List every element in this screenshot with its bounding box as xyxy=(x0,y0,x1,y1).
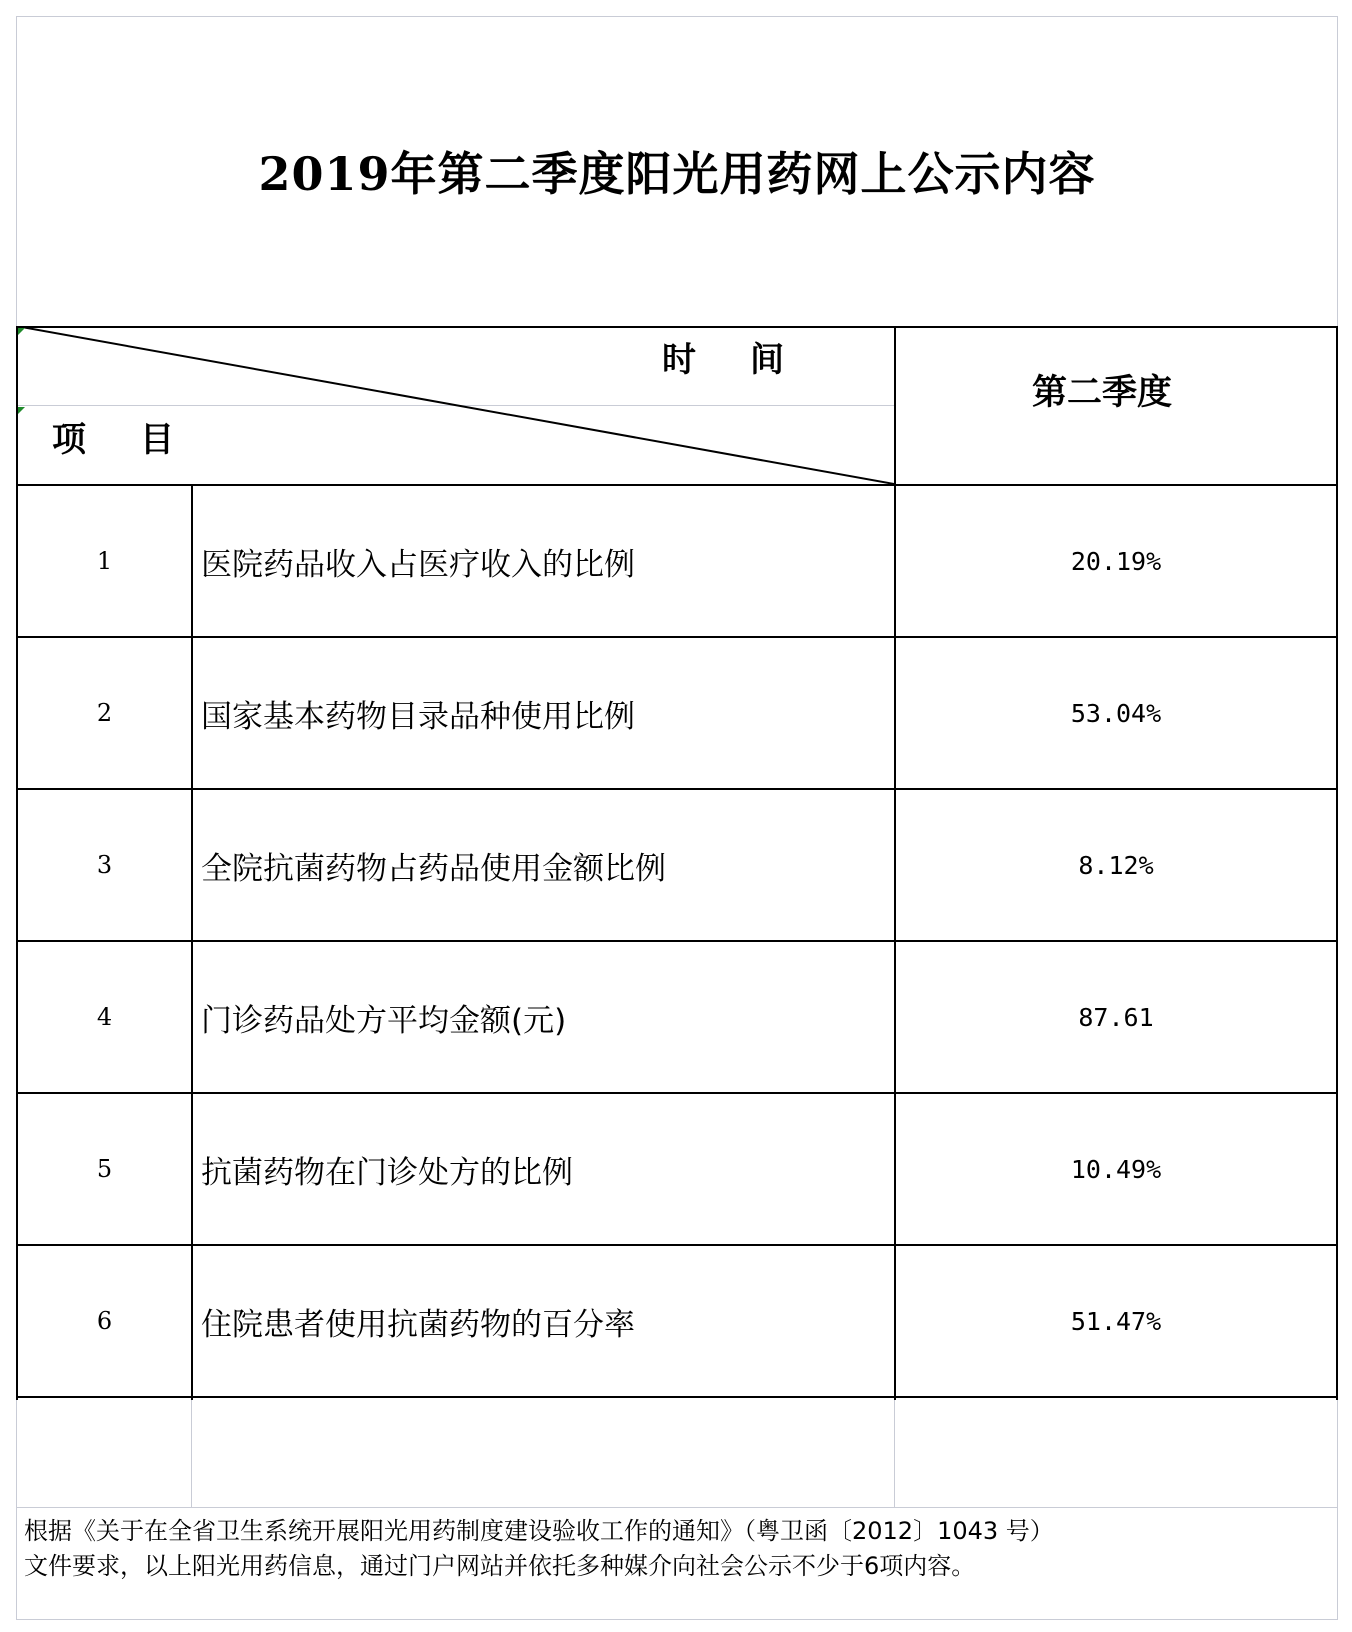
row-item-label: 抗菌药物在门诊处方的比例 xyxy=(201,1154,573,1191)
page-title: 2019年第二季度阳光用药网上公示内容 xyxy=(258,147,1096,201)
table-border-bottom xyxy=(16,1396,1338,1398)
grid-line-empty-bottom xyxy=(16,1507,1338,1508)
row-value: 10.49% xyxy=(1070,1154,1162,1184)
cell-marker-icon xyxy=(18,328,25,335)
row-number: 5 xyxy=(96,1155,113,1183)
grid-line-empty-col1 xyxy=(191,1400,192,1507)
header-quarter-label: 第二季度 xyxy=(1031,372,1172,413)
row-number: 6 xyxy=(96,1307,113,1335)
footnote-line-2: 文件要求，以上阳光用药信息，通过门户网站并依托多种媒介向社会公示不少于6项内容。 xyxy=(24,1552,976,1580)
row-value: 51.47% xyxy=(1070,1306,1162,1336)
row-number: 1 xyxy=(96,547,113,575)
row-value: 87.61 xyxy=(1078,1002,1154,1032)
header-time-label: 时间 xyxy=(662,340,838,380)
row-number: 4 xyxy=(96,1003,113,1031)
row-value: 8.12% xyxy=(1078,850,1154,880)
row-item-label: 国家基本药物目录品种使用比例 xyxy=(201,698,635,735)
cell-marker-icon xyxy=(18,407,25,414)
footnote xyxy=(24,1514,1330,1584)
table-border-right xyxy=(1336,326,1338,1400)
sheet-border-bottom xyxy=(16,1619,1338,1620)
row-item-label: 门诊药品处方平均金额(元) xyxy=(201,1002,567,1039)
row-item-label: 全院抗菌药物占药品使用金额比例 xyxy=(201,850,666,887)
footnote-line-1: 根据《关于在全省卫生系统开展阳光用药制度建设验收工作的通知》（粤卫函〔2012〕1043 号） xyxy=(24,1517,1054,1545)
row-item-label: 医院药品收入占医疗收入的比例 xyxy=(201,546,635,583)
row-number: 2 xyxy=(96,699,113,727)
row-number: 3 xyxy=(96,851,113,879)
row-value: 20.19% xyxy=(1070,546,1162,576)
header-item-label: 项目 xyxy=(52,420,228,460)
row-value: 53.04% xyxy=(1070,698,1162,728)
grid-line-empty-col2 xyxy=(894,1400,895,1507)
row-item-label: 住院患者使用抗菌药物的百分率 xyxy=(201,1306,635,1343)
